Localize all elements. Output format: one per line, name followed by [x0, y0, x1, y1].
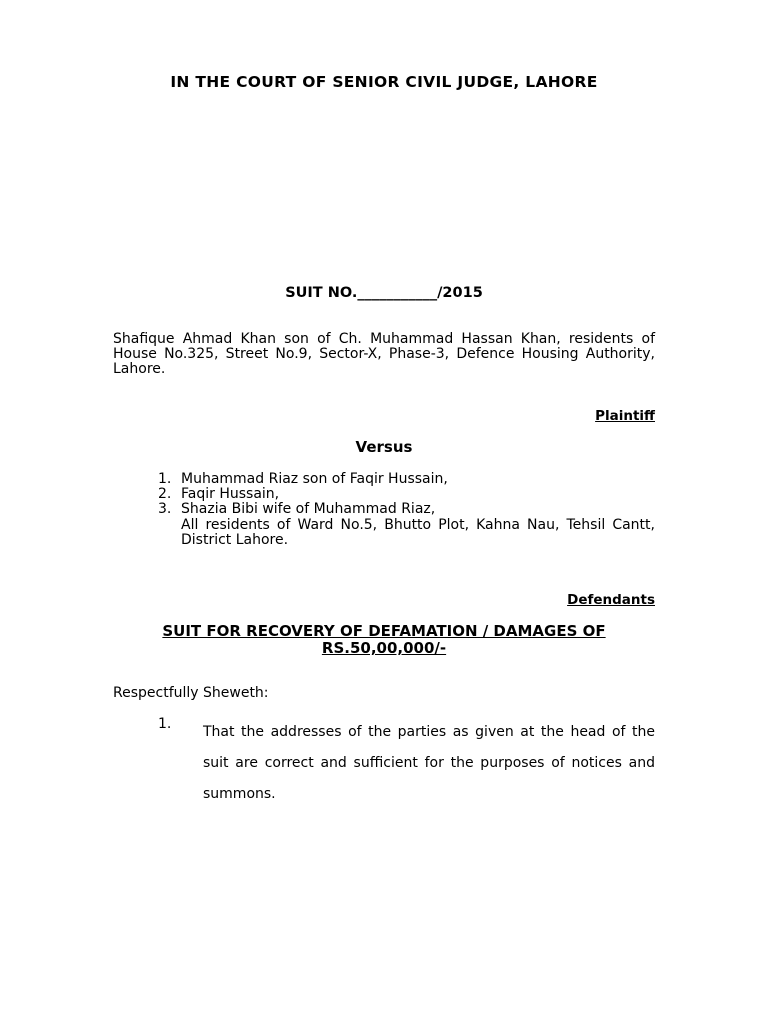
defendants-label: Defendants	[567, 592, 655, 608]
plaintiff-label: Plaintiff	[595, 408, 655, 424]
suit-number: SUIT NO.___________/2015	[285, 285, 483, 301]
paragraph-text: That the addresses of the parties as given at the head of the suit are correct and sufficient for the purposes of notices and summons.	[203, 724, 655, 802]
defendant-name: Faqir Hussain,	[181, 486, 280, 502]
defendant-item	[158, 502, 655, 517]
paragraph-number: 1.	[158, 716, 172, 732]
plaintiff-details: Shafique Ahmad Khan son of Ch. Muhammad Hassan Khan, residents of House No.325, Street No.9, Sector-X, Phase-3, Defence Housing Authority, Lahore.	[113, 331, 655, 377]
defendants-address: All residents of Ward No.5, Bhutto Plot, Kahna Nau, Tehsil Cantt, District Lahore.	[181, 517, 655, 548]
defendant-number: 2.	[158, 486, 172, 502]
defendant-number: 1.	[158, 471, 172, 487]
versus-heading: Versus	[355, 438, 413, 456]
suit-heading: SUIT FOR RECOVERY OF DEFAMATION / DAMAGES OF RS.50,00,000/-	[162, 622, 606, 657]
court-title: IN THE COURT OF SENIOR CIVIL JUDGE, LAHORE	[170, 73, 598, 91]
defendant-name: Shazia Bibi wife of Muhammad Riaz,	[181, 501, 436, 517]
defendant-number: 3.	[158, 501, 172, 517]
sheweth-line: Respectfully Sheweth:	[113, 685, 269, 701]
defendant-name: Muhammad Riaz son of Faqir Hussain,	[181, 471, 448, 487]
defendants-list	[158, 472, 655, 517]
defendant-item	[158, 487, 655, 502]
defendant-item	[158, 472, 655, 487]
